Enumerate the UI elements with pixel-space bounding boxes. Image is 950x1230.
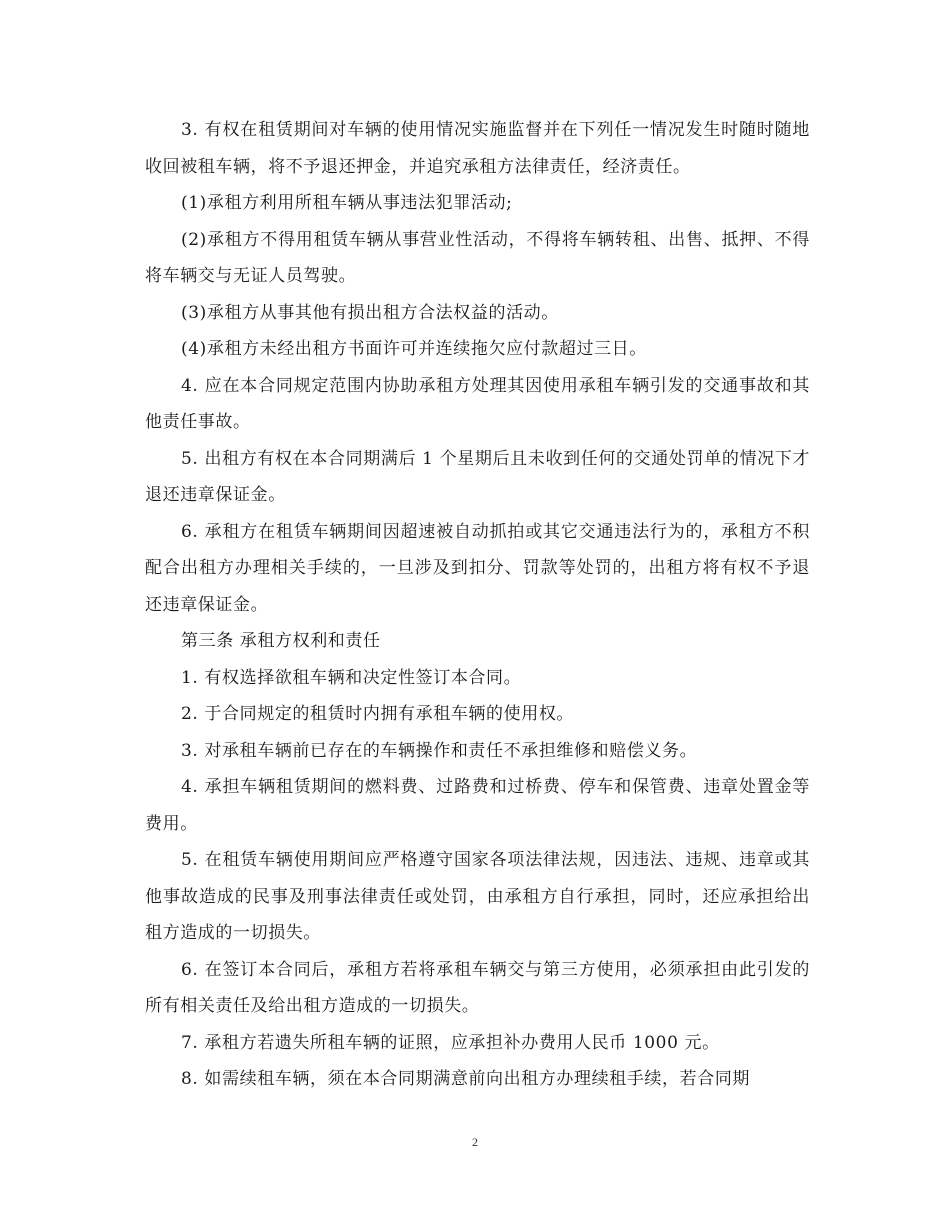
paragraph-sub-item-2: (2)承租方不得用租赁车辆从事营业性活动，不得将车辆转租、出售、抵押、不得将车辆交与无证人员驾驶。 [145,229,810,286]
paragraph-sub-item-3: (3)承租方从事其他有损出租方合法权益的活动。 [181,302,559,323]
paragraph-article-3-item-4: 4. 承担车辆租赁期间的燃料费、过路费和过桥费、停车和保管费、违章处置金等费用。 [145,777,810,834]
paragraph-article-2-item-6: 6. 承租方在租赁车辆期间因超速被自动抓拍或其它交通违法行为的，承租方不积配合出租方办理相关手续的，一旦涉及到扣分、罚款等处罚的，出租方将有权不予退还违章保证金。 [145,521,810,615]
paragraph-article-3-item-1: 1. 有权选择欲租车辆和决定性签订本合同。 [181,667,522,688]
paragraph-article-2-item-3: 3. 有权在租赁期间对车辆的使用情况实施监督并在下列任一情况发生时随时随地收回被租车辆，将不予退还押金，并追究承租方法律责任，经济责任。 [145,120,810,177]
paragraph-article-3-item-5: 5. 在租赁车辆使用期间应严格遵守国家各项法律法规，因违法、违规、违章或其他事故造成的民事及刑事法律责任或处罚，由承租方自行承担，同时，还应承担给出租方造成的一切损失。 [145,850,810,943]
paragraph-article-3-item-2: 2. 于合同规定的租赁时内拥有承租车辆的使用权。 [181,704,575,724]
paragraph-article-3-item-7: 7. 承租方若遗失所租车辆的证照，应承担补办费用人民币 1000 元。 [181,1032,720,1053]
page-number: 2 [472,1135,478,1149]
document-body [145,112,810,1098]
paragraph-article-3-item-6: 6. 在签订本合同后，承租方若将承租车辆交与第三方使用，必须承担由此引发的所有相关责任及给出租方造成的一切损失。 [145,959,810,1016]
paragraph-sub-item-4: (4)承租方未经出租方书面许可并连续拖欠应付款超过三日。 [181,339,647,359]
paragraph-article-2-item-5: 5. 出租方有权在本合同期满后 1 个星期后且未收到任何的交通处罚单的情况下才退还违章保证金。 [145,448,810,505]
paragraph-article-3-item-3: 3. 对承租车辆前已存在的车辆操作和责任不承担维修和赔偿义务。 [181,740,698,761]
paragraph-article-3-item-8: 8. 如需续租车辆，须在本合同期满意前向出租方办理续租手续，若合同期 [181,1069,751,1089]
paragraph-sub-item-1: (1)承租方利用所租车辆从事违法犯罪活动; [181,193,513,213]
article-3-heading: 第三条 承租方权利和责任 [181,631,381,651]
paragraph-article-2-item-4: 4. 应在本合同规定范围内协助承租方处理其因使用承租车辆引发的交通事故和其他责任事故。 [145,375,810,432]
